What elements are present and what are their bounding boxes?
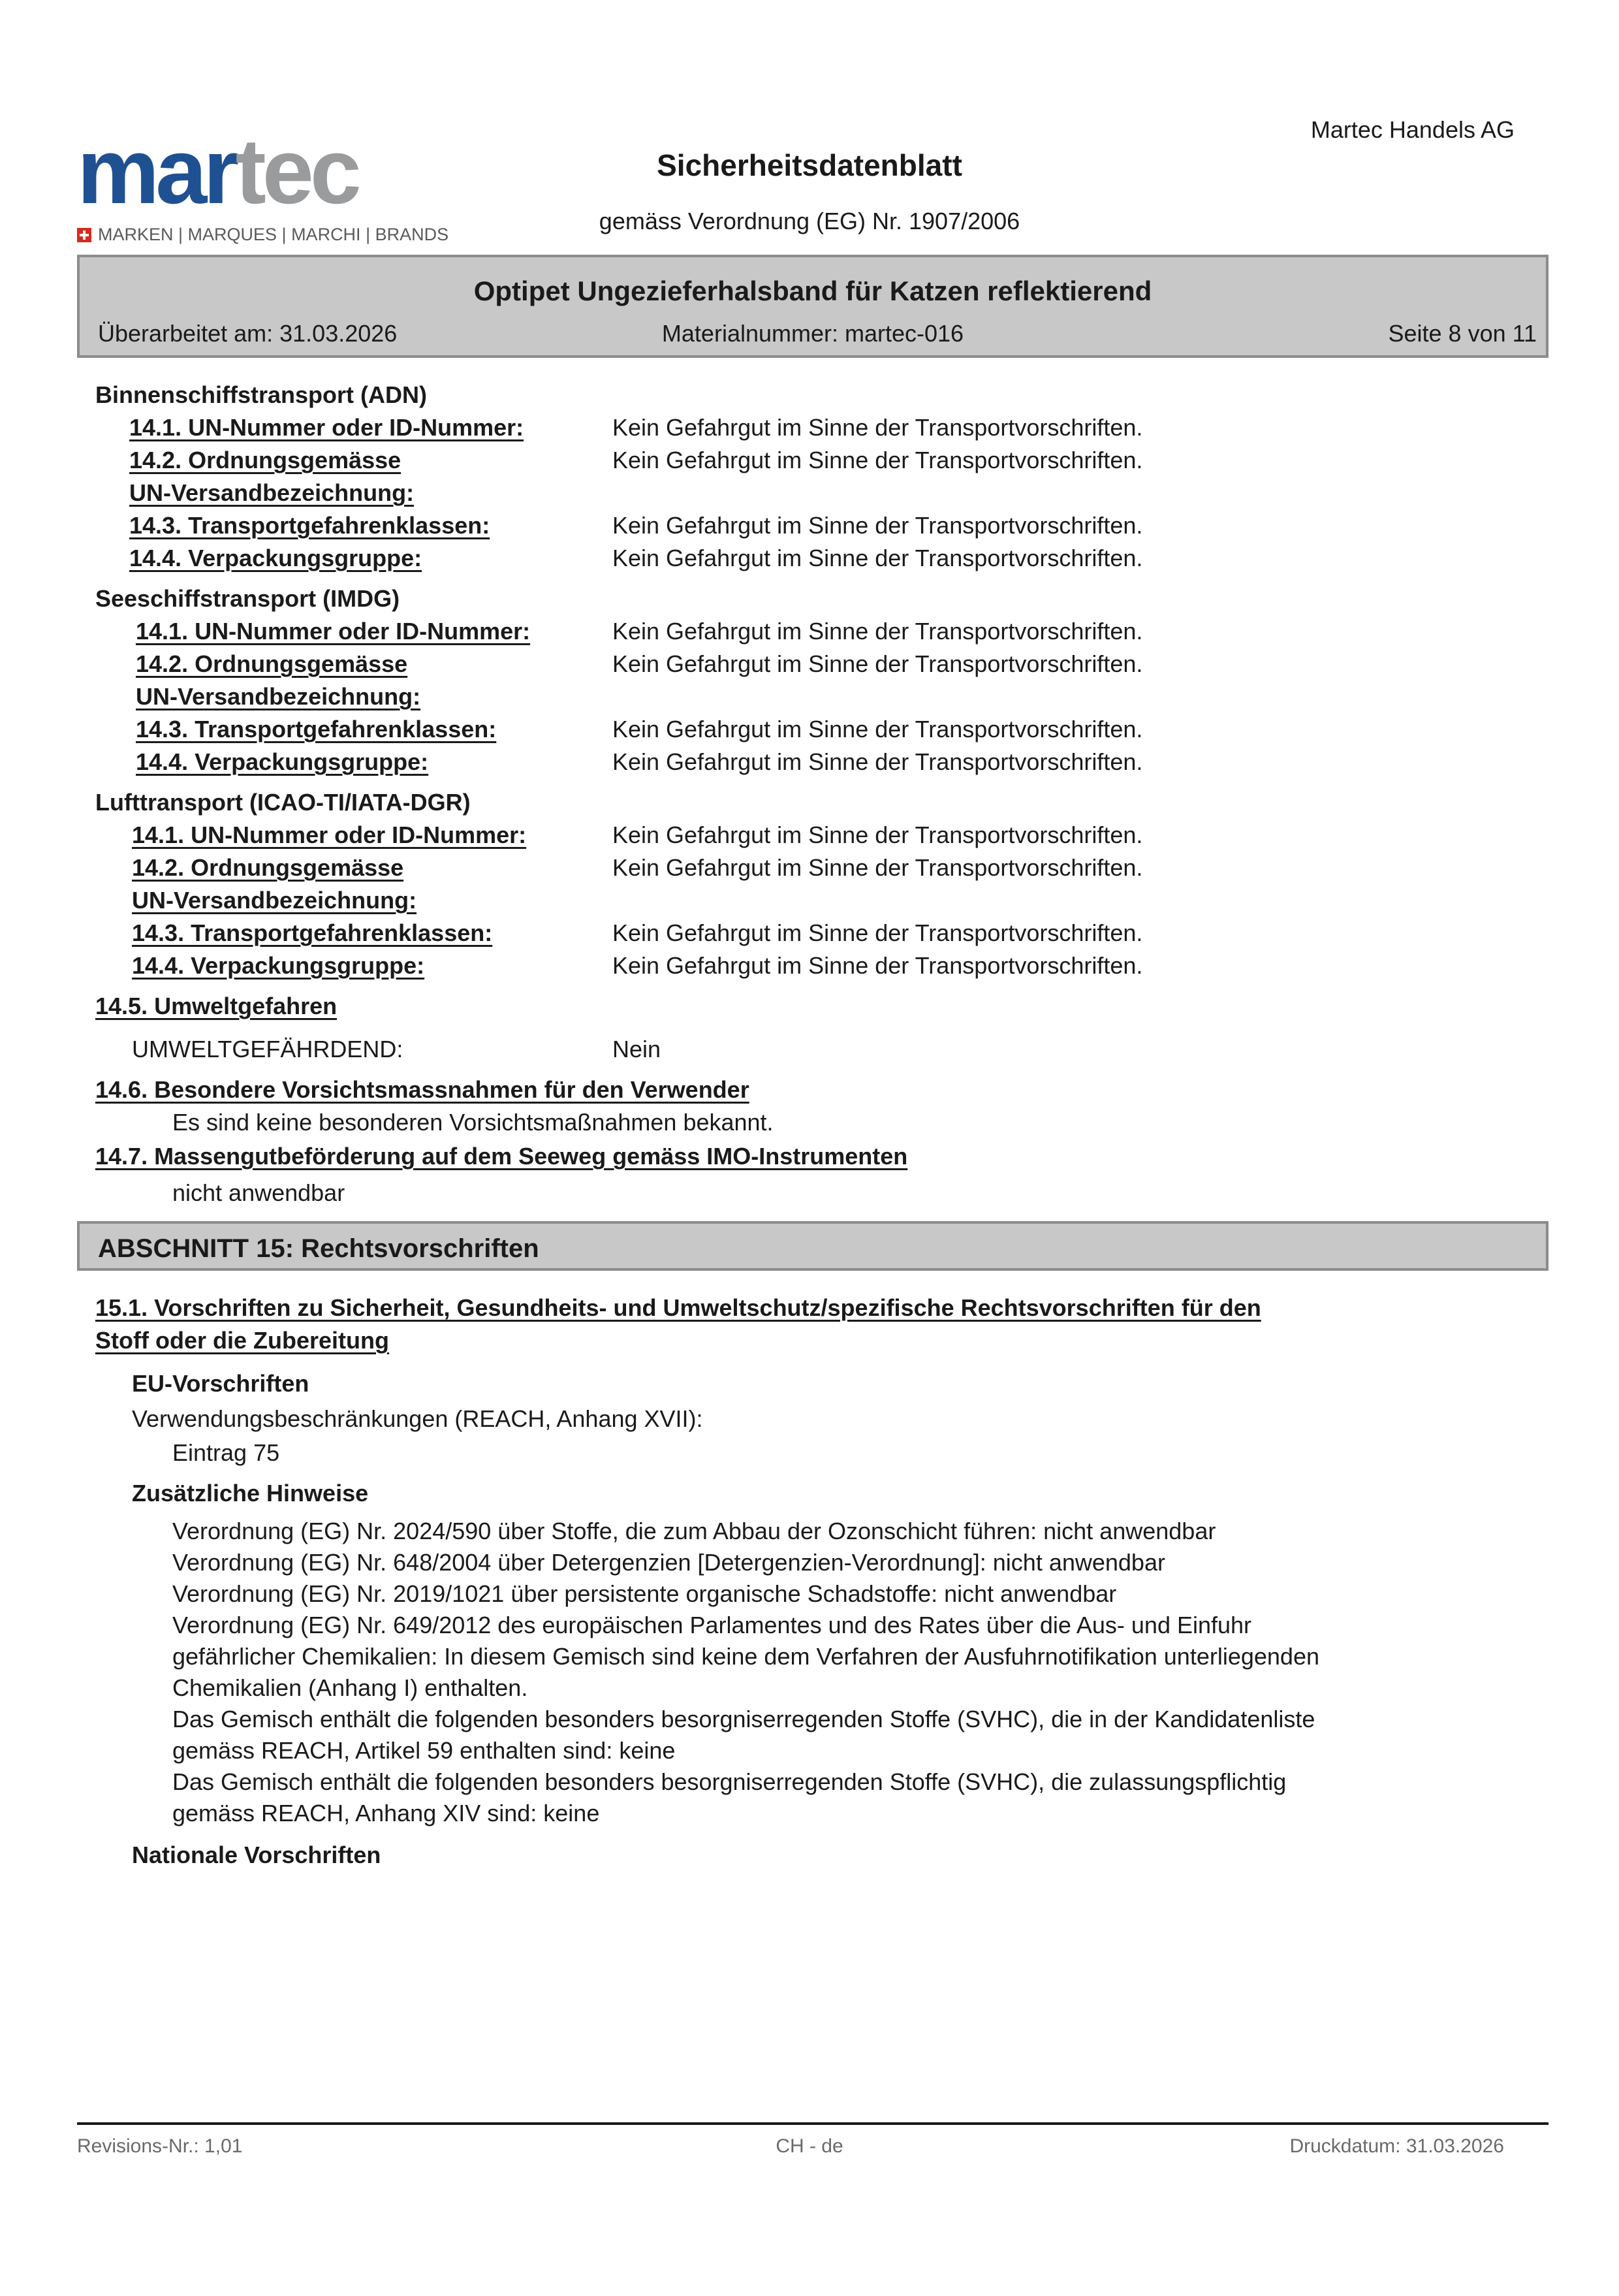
additional-line: Chemikalien (Anhang I) enthalten. — [172, 1674, 528, 1701]
additional-line: Verordnung (EG) Nr. 648/2004 über Detergenzien [Detergenzien-Verordnung]: nicht anwendbar — [172, 1549, 1165, 1576]
section-15-title: ABSCHNITT 15: Rechtsvorschriften — [98, 1234, 539, 1263]
adn-name-label-2: UN-Versandbezeichnung: — [129, 479, 415, 506]
s15-subheading-1: 15.1. Vorschriften zu Sicherheit, Gesundheits- und Umweltschutz/spezifische Rechtsvorschriften für den — [95, 1294, 1261, 1321]
env-heading: 14.5. Umweltgefahren — [95, 993, 338, 1019]
footer-divider — [77, 2122, 1548, 2125]
reach-entry: Eintrag 75 — [172, 1439, 280, 1466]
icao-pack-value: Kein Gefahrgut im Sinne der Transportvorschriften. — [612, 952, 1143, 979]
precautions-heading: 14.6. Besondere Vorsichtsmassnahmen für den Verwender — [95, 1076, 749, 1103]
product-name: Optipet Ungezieferhalsband für Katzen reflektierend — [473, 276, 1152, 306]
additional-line: Verordnung (EG) Nr. 2019/1021 über persistente organische Schadstoffe: nicht anwendbar — [172, 1580, 1117, 1607]
bulk-text: nicht anwendbar — [172, 1179, 345, 1206]
icao-class-value: Kein Gefahrgut im Sinne der Transportvorschriften. — [612, 919, 1143, 946]
logo-word-a: mar — [77, 120, 236, 223]
document-subtitle: gemäss Verordnung (EG) Nr. 1907/2006 — [599, 208, 1020, 234]
env-value: Nein — [612, 1036, 661, 1062]
imdg-class-value: Kein Gefahrgut im Sinne der Transportvorschriften. — [612, 716, 1143, 742]
footer-locale: CH - de — [776, 2135, 843, 2157]
precautions-text: Es sind keine besonderen Vorsichtsmaßnahmen bekannt. — [172, 1109, 774, 1136]
imdg-class-label: 14.3. Transportgefahrenklassen: — [136, 716, 497, 742]
eu-heading: EU-Vorschriften — [132, 1370, 309, 1397]
revision-date: Überarbeitet am: 31.03.2026 — [98, 320, 398, 347]
icao-name-label-1: 14.2. Ordnungsgemässe — [132, 854, 404, 881]
imdg-name-label-2: UN-Versandbezeichnung: — [136, 683, 421, 710]
adn-class-label: 14.3. Transportgefahrenklassen: — [129, 512, 490, 539]
additional-line: Das Gemisch enthält die folgenden besonders besorgniserregenden Stoffe (SVHC), die zulassungspflichtig — [172, 1768, 1287, 1795]
bulk-heading: 14.7. Massengutbeförderung auf dem Seeweg gemäss IMO-Instrumenten — [95, 1143, 908, 1170]
company-name: Martec Handels AG — [1310, 116, 1515, 143]
page-number: Seite 8 von 11 — [1388, 320, 1537, 347]
additional-line: Verordnung (EG) Nr. 649/2012 des europäischen Parlamentes und des Rates über die Aus- und Einfuhr — [172, 1612, 1252, 1638]
imdg-pack-value: Kein Gefahrgut im Sinne der Transportvorschriften. — [612, 748, 1143, 775]
additional-line: gefährlicher Chemikalien: In diesem Gemisch sind keine dem Verfahren der Ausfuhrnotifikation unterliegenden — [172, 1643, 1319, 1670]
s15-subheading-2: Stoff oder die Zubereitung — [95, 1327, 389, 1354]
adn-pack-label: 14.4. Verpackungsgruppe: — [129, 545, 422, 571]
icao-name-label-2: UN-Versandbezeichnung: — [132, 887, 417, 914]
adn-un-label: 14.1. UN-Nummer oder ID-Nummer: — [129, 414, 524, 441]
national-heading: Nationale Vorschriften — [132, 1842, 381, 1868]
additional-line: gemäss REACH, Anhang XIV sind: keine — [172, 1800, 600, 1826]
imdg-un-value: Kein Gefahrgut im Sinne der Transportvorschriften. — [612, 618, 1143, 645]
icao-class-label: 14.3. Transportgefahrenklassen: — [132, 919, 493, 946]
icao-heading: Lufttransport (ICAO-TI/IATA-DGR) — [95, 789, 471, 816]
logo-word-b: tec — [235, 120, 358, 223]
footer-revision: Revisions-Nr.: 1,01 — [77, 2135, 243, 2157]
icao-un-label: 14.1. UN-Nummer oder ID-Nummer: — [132, 821, 527, 848]
adn-un-value: Kein Gefahrgut im Sinne der Transportvorschriften. — [612, 414, 1143, 441]
additional-line: gemäss REACH, Artikel 59 enthalten sind: keine — [172, 1737, 676, 1764]
icao-name-value: Kein Gefahrgut im Sinne der Transportvorschriften. — [612, 854, 1143, 881]
imdg-un-label: 14.1. UN-Nummer oder ID-Nummer: — [136, 618, 531, 645]
additional-line: Das Gemisch enthält die folgenden besonders besorgniserregenden Stoffe (SVHC), die in der Kandidatenliste — [172, 1706, 1315, 1732]
adn-pack-value: Kein Gefahrgut im Sinne der Transportvorschriften. — [612, 545, 1143, 571]
section-15-bar — [77, 1221, 1548, 1271]
adn-name-value: Kein Gefahrgut im Sinne der Transportvorschriften. — [612, 447, 1143, 473]
imdg-name-label-1: 14.2. Ordnungsgemässe — [136, 650, 408, 677]
material-number: Materialnummer: martec-016 — [661, 320, 964, 347]
adn-name-label-1: 14.2. Ordnungsgemässe — [129, 447, 401, 473]
adn-class-value: Kein Gefahrgut im Sinne der Transportvorschriften. — [612, 512, 1143, 539]
document-title: Sicherheitsdatenblatt — [657, 148, 962, 182]
imdg-heading: Seeschiffstransport (IMDG) — [95, 585, 400, 612]
imdg-pack-label: 14.4. Verpackungsgruppe: — [136, 748, 429, 775]
icao-un-value: Kein Gefahrgut im Sinne der Transportvorschriften. — [612, 821, 1143, 848]
footer-print-date: Druckdatum: 31.03.2026 — [1289, 2135, 1504, 2157]
reach-label: Verwendungsbeschränkungen (REACH, Anhang XVII): — [132, 1405, 703, 1432]
env-label: UMWELTGEFÄHRDEND: — [132, 1036, 403, 1062]
additional-heading: Zusätzliche Hinweise — [132, 1480, 369, 1507]
additional-line: Verordnung (EG) Nr. 2024/590 über Stoffe, die zum Abbau der Ozonschicht führen: nicht anwendbar — [172, 1518, 1216, 1544]
imdg-name-value: Kein Gefahrgut im Sinne der Transportvorschriften. — [612, 650, 1143, 677]
product-header-box — [77, 255, 1548, 358]
icao-pack-label: 14.4. Verpackungsgruppe: — [132, 952, 425, 979]
adn-heading: Binnenschiffstransport (ADN) — [95, 381, 428, 408]
logo-tagline-text: MARKEN | MARQUES | MARCHI | BRANDS — [98, 225, 449, 244]
